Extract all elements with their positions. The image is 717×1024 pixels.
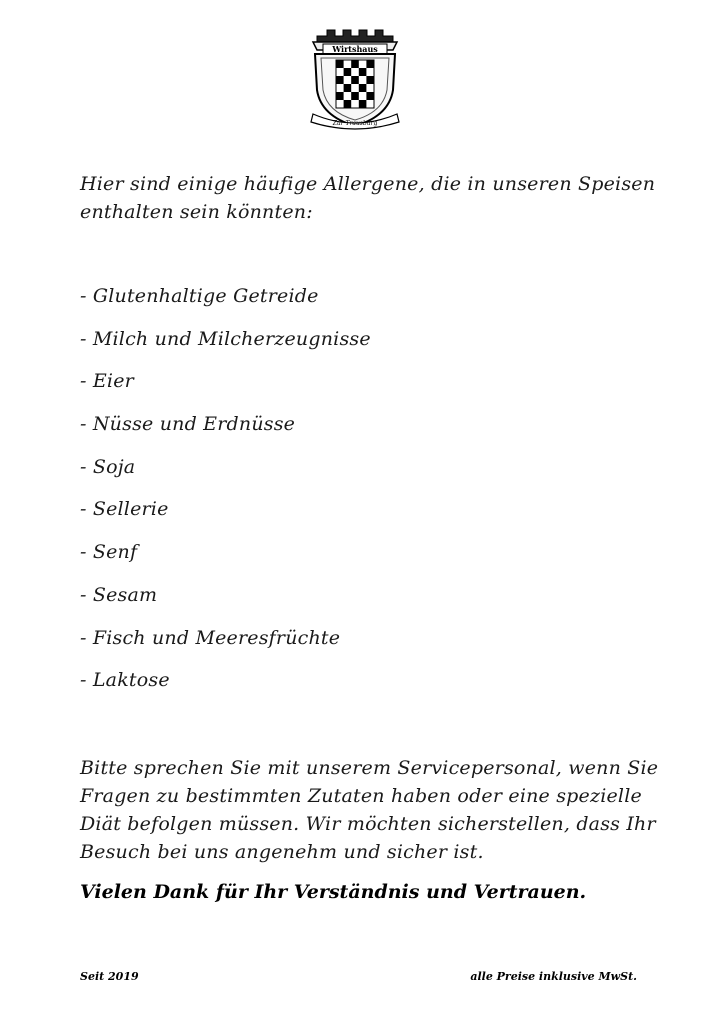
footer-since: Seit 2019 xyxy=(80,970,139,983)
intro-text: Hier sind einige häufige Allergene, die in unseren Speisen enthalten sein könnten: xyxy=(80,173,656,223)
closing-paragraph: Bitte sprechen Sie mit unserem Servicepersonal, wenn Sie Fragen zu bestimmten Zutaten haben oder eine spezielle Diät befolgen müssen. Wir möchten sicherstellen, dass Ihr Besuch bei uns angenehm und sicher ist. xyxy=(80,757,659,863)
list-item: - Sellerie xyxy=(80,498,169,521)
list-item: - Soja xyxy=(80,455,136,478)
thank-you-line: Vielen Dank für Ihr Verständnis und Vertrauen. xyxy=(80,881,587,903)
allergen-list xyxy=(80,282,371,709)
logo-ribbon-text: Zur Trausburg xyxy=(332,120,378,127)
list-item: - Eier xyxy=(80,370,134,393)
logo-banner-text: Wirtshaus xyxy=(332,44,378,54)
list-item: - Laktose xyxy=(80,669,170,692)
list-item: - Fisch und Meeresfrüchte xyxy=(80,626,341,649)
list-item: - Glutenhaltige Getreide xyxy=(80,285,319,307)
wirtshaus-crest-logo xyxy=(303,28,407,132)
list-item: - Sesam xyxy=(80,583,158,606)
list-item: - Milch und Milcherzeugnisse xyxy=(80,327,371,350)
list-item: - Nüsse und Erdnüsse xyxy=(80,413,296,436)
footer-price-note: alle Preise inklusive MwSt. xyxy=(470,970,637,983)
list-item: - Senf xyxy=(80,541,138,564)
